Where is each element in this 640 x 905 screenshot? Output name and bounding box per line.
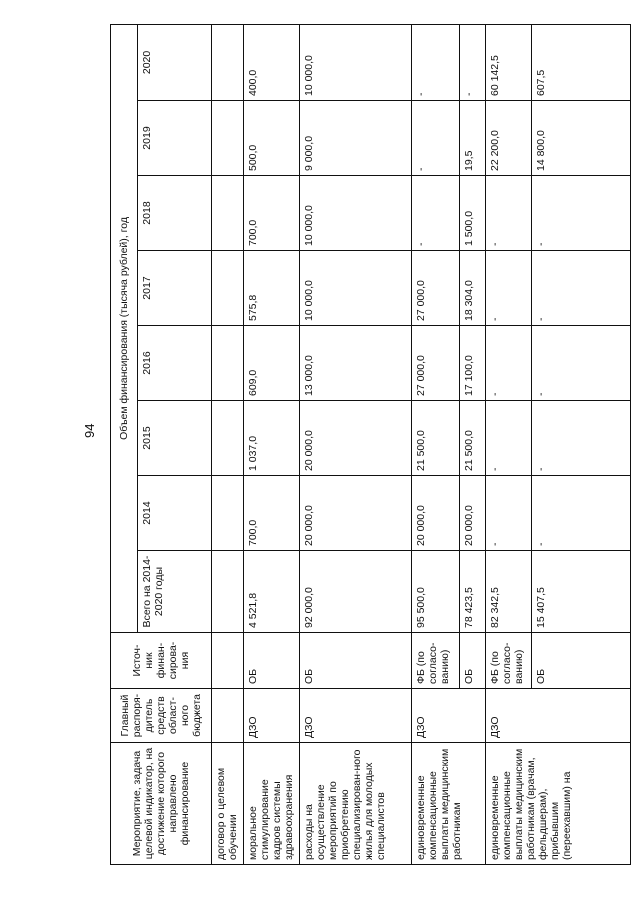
row-comp1-ob-source: ОБ [460,633,486,689]
row-moral-2018: 700,0 [244,176,300,251]
header-year-2014: 2014 [138,476,212,551]
row-housing-source: ОБ [300,633,412,689]
row-comp2-ob-source: ОБ [532,633,631,689]
row-comp2-ob-2016: - [532,326,631,401]
header-volume-group: Объем финансирования (тысяча рублей), год [111,24,138,632]
row-comp1-measure: единовременные компенсационные выплаты медицинским работникам [412,743,486,865]
row-moral-source: ОБ [244,633,300,689]
header-year-2020: 2020 [138,24,212,100]
header-year-2017: 2017 [138,251,212,326]
row-comp1-fb-total: 95 500,0 [412,551,460,633]
header-total: Всего на 2014-2020 годы [138,551,212,633]
row-housing-2017: 10 000,0 [300,251,412,326]
header-manager: Главный распоря-дитель средств област-ного бюджета [111,689,212,743]
row-comp1-fb-source: ФБ (по согласо-ванию) [412,633,460,689]
row-moral-2019: 500,0 [244,101,300,176]
header-year-2016: 2016 [138,326,212,401]
row-comp1-ob-2020: - [460,24,486,100]
header-measure: Мероприятие, задача целевой индикатор, на достижение которого направлено финансирование [111,743,212,865]
row-comp1-ob-2019: 19,5 [460,101,486,176]
row-comp2-ob-2019: 14 800,0 [532,101,631,176]
row-comp1-fb-2017: 27 000,0 [412,251,460,326]
row-intro-measure: договор о целевом обучении [212,743,244,865]
row-comp1-ob-total: 78 423,5 [460,551,486,633]
header-year-2019: 2019 [138,101,212,176]
row-moral-2017: 575,8 [244,251,300,326]
row-housing-2020: 10 000,0 [300,24,412,100]
row-comp2-fb-2015: - [486,401,532,476]
row-comp1-fb-2018: - [412,176,460,251]
row-comp1-ob-2015: 21 500,0 [460,401,486,476]
page-number: 94 [82,423,97,438]
row-comp1-fb-2016: 27 000,0 [412,326,460,401]
header-year-2018: 2018 [138,176,212,251]
row-comp2-ob-2020: 607,5 [532,24,631,100]
header-year-2015: 2015 [138,401,212,476]
row-comp2-measure: единовременные компенсационные выплаты медицинским работникам (врачам, фельдшерам), прибывшим (переехавшим) на [486,743,631,865]
row-moral-2020: 400,0 [244,24,300,100]
row-housing-measure: расходы на осуществление мероприятий по приобретению специализирован-ного жилья для молодых специалистов [300,743,412,865]
row-comp1-ob-2017: 18 304,0 [460,251,486,326]
row-moral-2015: 1 037,0 [244,401,300,476]
row-comp2-ob-2014: - [532,476,631,551]
row-comp2-fb-2016: - [486,326,532,401]
row-comp2-fb-2017: - [486,251,532,326]
row-comp1-fb-2014: 20 000,0 [412,476,460,551]
header-source: Источ-ник финан-сирова-ния [111,633,212,689]
row-comp2-fb-source: ФБ (по согласо-ванию) [486,633,532,689]
row-comp1-manager: ДЗО [412,689,486,743]
row-housing-2014: 20 000,0 [300,476,412,551]
row-comp1-ob-2016: 17 100,0 [460,326,486,401]
row-comp1-fb-2020: - [412,24,460,100]
row-moral-measure: моральное стимулирование кадров системы здравоохранения [244,743,300,865]
row-comp1-ob-2014: 20 000,0 [460,476,486,551]
row-housing-manager: ДЗО [300,689,412,743]
row-comp2-ob-2015: - [532,401,631,476]
row-housing-2015: 20 000,0 [300,401,412,476]
row-comp2-fb-total: 82 342,5 [486,551,532,633]
row-comp2-ob-total: 15 407,5 [532,551,631,633]
row-moral-2016: 609,0 [244,326,300,401]
row-comp1-fb-2015: 21 500,0 [412,401,460,476]
row-housing-2019: 9 000,0 [300,101,412,176]
row-moral-2014: 700,0 [244,476,300,551]
row-comp2-ob-2018: - [532,176,631,251]
row-housing-2018: 10 000,0 [300,176,412,251]
row-comp2-fb-2018: - [486,176,532,251]
row-comp2-ob-2017: - [532,251,631,326]
row-housing-2016: 13 000,0 [300,326,412,401]
row-comp2-fb-2019: 22 200,0 [486,101,532,176]
row-comp2-fb-2020: 60 142,5 [486,24,532,100]
row-moral-manager: ДЗО [244,689,300,743]
row-comp2-manager: ДЗО [486,689,631,743]
rotated-table-container [110,25,630,865]
row-comp1-ob-2018: 1 500,0 [460,176,486,251]
financing-table [110,24,631,865]
row-comp1-fb-2019: - [412,101,460,176]
row-housing-total: 92 000,0 [300,551,412,633]
row-moral-total: 4 521,8 [244,551,300,633]
row-comp2-fb-2014: - [486,476,532,551]
